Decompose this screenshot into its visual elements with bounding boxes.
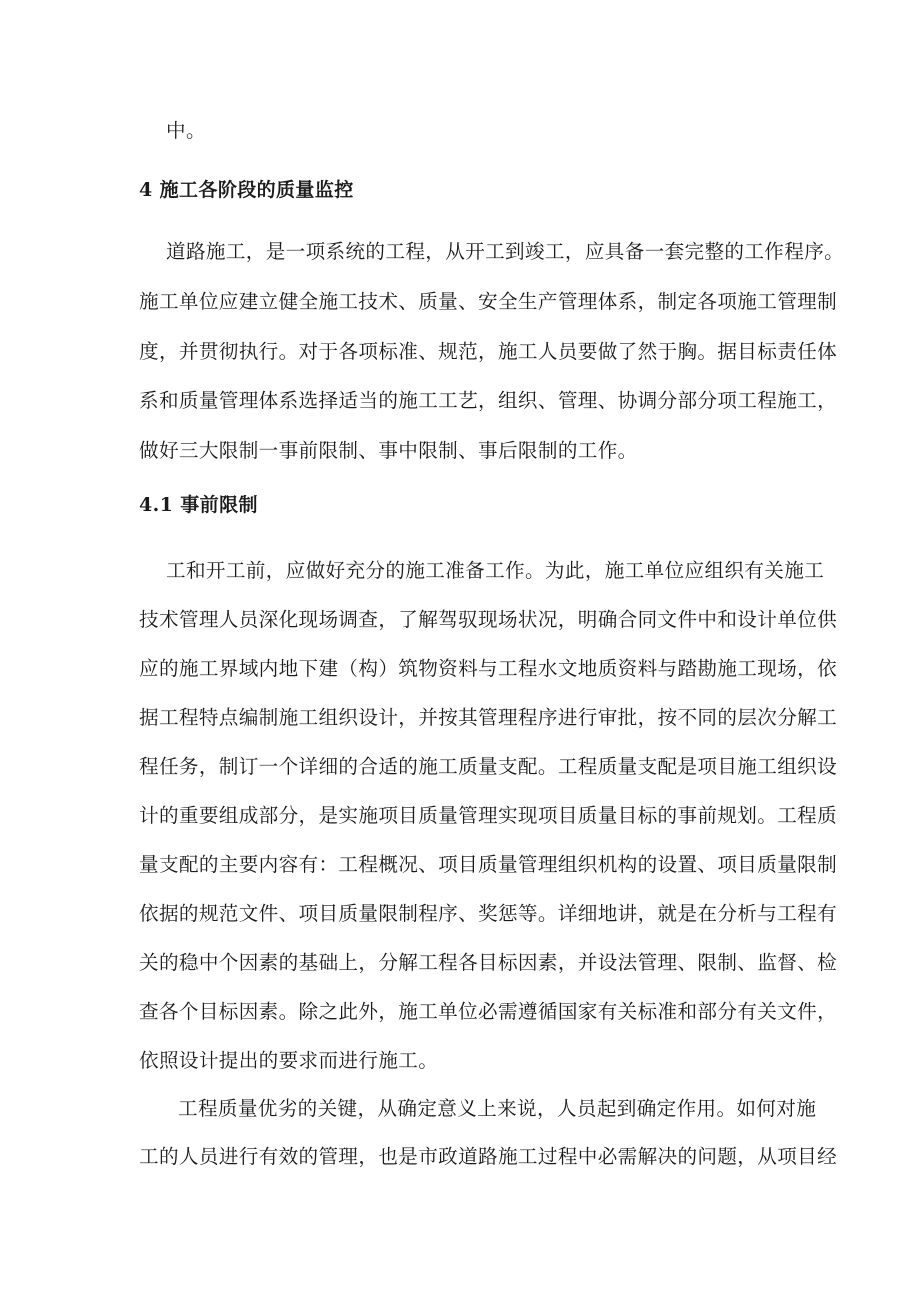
- paragraph-line: 关的稳中个因素的基础上，分解工程各目标因素，并设法管理、限制、监督、检: [139, 951, 838, 974]
- paragraph-line: 工的人员进行有效的管理，也是市政道路施工过程中必需解决的问题，从项目经: [139, 1145, 838, 1168]
- paragraph-line: 依据的规范文件、项目质量限制程序、奖惩等。详细地讲，就是在分析与工程有: [139, 902, 838, 925]
- paragraph-line: 查各个目标因素。除之此外，施工单位必需遵循国家有关标准和部分有关文件，: [139, 1000, 838, 1023]
- paragraph-line: 技术管理人员深化现场调查，了解驾驭现场状况，明确合同文件中和设计单位供: [139, 608, 838, 631]
- section-heading-4: 4 施工各阶段的质量监控: [139, 179, 354, 201]
- paragraph-line: 量支配的主要内容有：工程概况、项目质量管理组织机构的设置、项目质量限制: [139, 853, 838, 876]
- paragraph-line: 系和质量管理体系选择适当的施工工艺，组织、管理、协调分部分项工程施工，: [139, 389, 838, 412]
- paragraph-line: 据工程特点编制施工组织设计，并按其管理程序进行审批，按不同的层次分解工: [139, 706, 838, 729]
- paragraph-line: 程任务，制订一个详细的合适的施工质量支配。工程质量支配是项目施工组织设: [139, 755, 838, 778]
- paragraph-line: 工程质量优劣的关键，从确定意义上来说，人员起到确定作用。如何对施: [178, 1097, 817, 1120]
- paragraph-line: 依照设计提出的要求而进行施工。: [139, 1049, 439, 1072]
- section-heading-4-1: 4.1 事前限制: [139, 494, 258, 516]
- paragraph-line: 计的重要组成部分，是实施项目质量管理实现项目质量目标的事前规划。工程质: [139, 804, 838, 827]
- paragraph-line: 做好三大限制一事前限制、事中限制、事后限制的工作。: [139, 439, 638, 462]
- continuation-text: 中。: [166, 119, 206, 142]
- paragraph-line: 道路施工，是一项系统的工程，从开工到竣工，应具备一套完整的工作程序。: [166, 240, 845, 263]
- paragraph-line: 工和开工前，应做好充分的施工准备工作。为此，施工单位应组织有关施工: [166, 559, 825, 582]
- paragraph-line: 应的施工界域内地下建（构）筑物资料与工程水文地质资料与踏勘施工现场，依: [139, 657, 838, 680]
- paragraph-line: 施工单位应建立健全施工技术、质量、安全生产管理体系，制定各项施工管理制: [139, 290, 838, 313]
- paragraph-line: 度，并贯彻执行。对于各项标准、规范，施工人员要做了然于胸。据目标责任体: [139, 340, 838, 363]
